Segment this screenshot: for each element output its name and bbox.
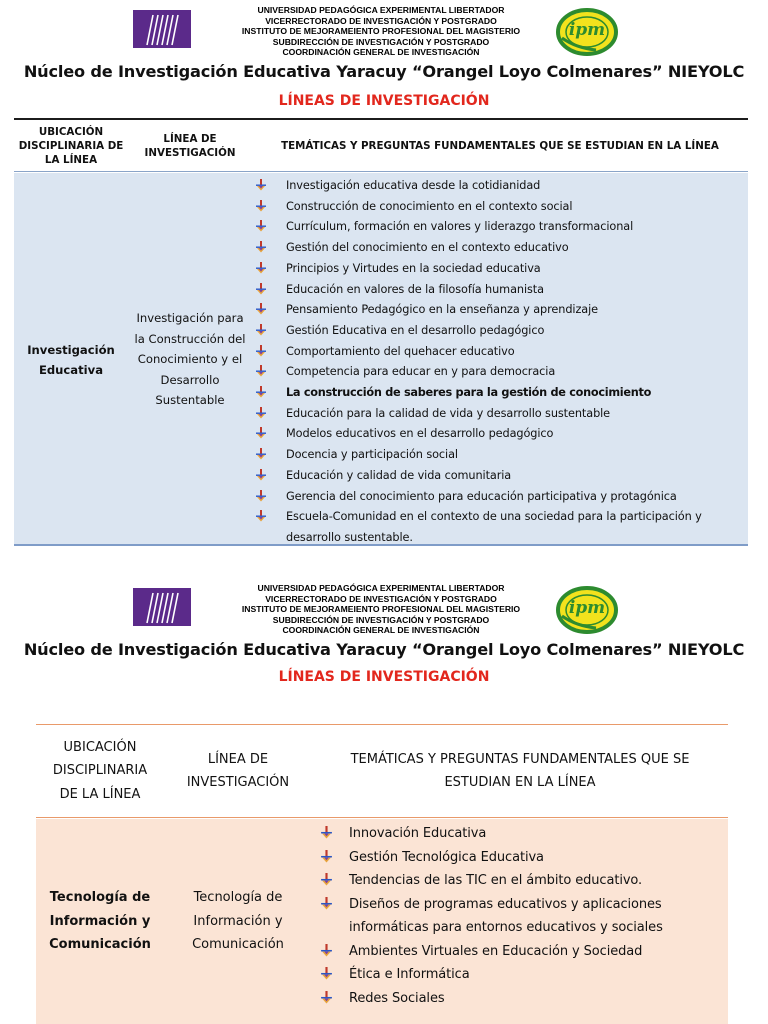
table-body-row — [36, 819, 728, 1024]
topic-text: Modelos educativos en el desarrollo pedagógico — [286, 427, 554, 441]
topic-text: Ambientes Virtuales en Educación y Sociedad — [349, 943, 643, 959]
arrow-bullet-icon — [255, 510, 267, 522]
institution-header — [0, 0, 768, 62]
arrow-bullet-icon — [255, 490, 267, 502]
arrow-bullet-icon — [320, 897, 333, 910]
topic-text: Investigación educativa desde la cotidianidad — [286, 179, 541, 192]
topic-text: Redes Sociales — [349, 990, 445, 1006]
ipm-logo-text: ipm — [568, 20, 606, 40]
topic-text: Gerencia del conocimiento para educación participativa y protagónica — [286, 489, 677, 503]
nucleo-title: Núcleo de Investigación Educativa Yaracuy “Orangel Loyo Colmenares” NIEYOLC — [23, 640, 745, 659]
topic-text: Gestión Tecnológica Educativa — [349, 849, 544, 865]
topic-item — [252, 466, 748, 487]
header-ubicacion: UBICACIÓN DISCIPLINARIA DE LA LÍNEA — [18, 126, 124, 166]
research-lines-table-2 — [36, 724, 728, 1024]
cell-ubicacion: Investigación Educativa — [27, 342, 115, 377]
institution-line: VICERRECTORADO DE INVESTIGACIÓN Y POSTGRADO — [265, 15, 497, 26]
arrow-bullet-icon — [255, 241, 267, 253]
arrow-bullet-icon — [320, 991, 333, 1004]
table-body-row — [14, 173, 748, 546]
topic-item — [312, 893, 728, 940]
upel-logo-icon — [133, 10, 191, 48]
upel-logo-icon — [133, 588, 191, 626]
topic-text: Innovación Educativa — [349, 826, 487, 841]
arrow-bullet-icon — [255, 365, 267, 377]
topic-item — [312, 846, 728, 870]
arrow-bullet-icon — [255, 469, 267, 481]
institution-line: COORDINACIÓN GENERAL DE INVESTIGACIÓN — [282, 625, 480, 636]
arrow-bullet-icon — [255, 407, 267, 419]
arrow-bullet-icon — [320, 873, 333, 886]
research-lines-table-1 — [14, 118, 748, 546]
arrow-bullet-icon — [255, 324, 267, 336]
topic-item-highlighted — [252, 383, 748, 404]
institution-line: COORDINACIÓN GENERAL DE INVESTIGACIÓN — [282, 47, 480, 58]
lineas-title: LÍNEAS DE INVESTIGACIÓN — [278, 669, 490, 685]
topic-item — [252, 238, 748, 259]
lineas-title: LÍNEAS DE INVESTIGACIÓN — [278, 93, 490, 109]
topic-text: Competencia para educar en y para democracia — [286, 365, 556, 379]
header-tematicas: TEMÁTICAS Y PREGUNTAS FUNDAMENTALES QUE SE ESTUDIAN EN LA LÍNEA — [350, 751, 690, 790]
topics-list — [312, 822, 728, 1010]
arrow-bullet-icon — [255, 179, 267, 191]
arrow-bullet-icon — [320, 826, 333, 839]
topic-item — [312, 987, 728, 1011]
topic-item — [252, 404, 748, 425]
institution-line: SUBDIRECCIÓN DE INVESTIGACIÓN Y POSTGRADO — [272, 614, 490, 625]
topic-text: Educación y calidad de vida comunitaria — [286, 468, 512, 482]
institution-lines — [200, 583, 562, 636]
header-ubicacion: UBICACIÓN DISCIPLINARIA DE LA LÍNEA — [52, 739, 148, 802]
institution-lines — [200, 5, 562, 58]
topic-text: Educación en valores de la filosofía humanista — [286, 282, 544, 296]
arrow-bullet-icon — [255, 427, 267, 439]
topic-text: Ética e Informática — [349, 967, 470, 982]
header-tematicas: TEMÁTICAS Y PREGUNTAS FUNDAMENTALES QUE SE ESTUDIAN EN LA LÍNEA — [281, 140, 719, 152]
institution-header — [0, 578, 768, 640]
topic-text: Tendencias de las TIC en el ámbito educativo. — [349, 873, 643, 888]
header-linea: LÍNEA DE INVESTIGACIÓN — [186, 751, 290, 790]
topic-text: Educación para la calidad de vida y desarrollo sustentable — [286, 406, 611, 420]
arrow-bullet-icon — [255, 283, 267, 295]
topic-text: Pensamiento Pedagógico en la enseñanza y aprendizaje — [286, 303, 598, 317]
topic-item — [252, 259, 748, 280]
topic-item — [252, 217, 748, 238]
header-linea: LÍNEA DE INVESTIGACIÓN — [144, 133, 236, 159]
nucleo-title: Núcleo de Investigación Educativa Yaracuy “Orangel Loyo Colmenares” NIEYOLC — [23, 62, 745, 81]
topic-text: Principios y Virtudes en la sociedad educativa — [286, 261, 541, 275]
topic-item — [312, 822, 728, 846]
cell-linea: Investigación para la Construcción del Conocimiento y el Desarrollo Sustentable — [134, 311, 246, 408]
topic-text: Gestión Educativa en el desarrollo pedagógico — [286, 323, 545, 337]
institution-line: INSTITUTO DE MEJORAMEIENTO PROFESIONAL DEL MAGISTERIO — [241, 26, 521, 37]
arrow-bullet-icon — [255, 345, 267, 357]
topic-item — [252, 176, 748, 197]
ipm-logo-icon — [556, 586, 618, 634]
topic-item — [252, 197, 748, 218]
topic-text: Currículum, formación en valores y liderazgo transformacional — [286, 220, 634, 234]
arrow-bullet-icon — [255, 220, 267, 232]
cell-linea: Tecnología de Información y Comunicación — [192, 890, 284, 953]
topic-text: La construcción de saberes para la gestión de conocimiento — [286, 386, 652, 400]
topic-item — [312, 963, 728, 987]
topic-item — [312, 869, 728, 893]
arrow-bullet-icon — [255, 303, 267, 315]
topic-item — [252, 424, 748, 445]
topic-item — [312, 940, 728, 964]
institution-line: UNIVERSIDAD PEDAGÓGICA EXPERIMENTAL LIBERTADOR — [257, 583, 505, 593]
topic-text: Gestión del conocimiento en el contexto educativo — [286, 241, 569, 255]
topic-text: Diseños de programas educativos y aplicaciones informáticas para entornos educativos y sociales — [349, 896, 663, 935]
institution-line: VICERRECTORADO DE INVESTIGACIÓN Y POSTGRADO — [265, 593, 497, 604]
institution-line: UNIVERSIDAD PEDAGÓGICA EXPERIMENTAL LIBERTADOR — [257, 5, 505, 15]
topic-text: Comportamiento del quehacer educativo — [286, 344, 515, 358]
arrow-bullet-icon — [320, 944, 333, 957]
topic-item — [252, 507, 748, 548]
ipm-logo-text: ipm — [568, 598, 606, 618]
topic-text: Escuela-Comunidad en el contexto de una sociedad para la participación y desarrollo sustentable. — [286, 510, 702, 544]
topic-item — [252, 300, 748, 321]
topic-text: Docencia y participación social — [286, 448, 458, 462]
institution-line: INSTITUTO DE MEJORAMEIENTO PROFESIONAL DEL MAGISTERIO — [241, 604, 521, 615]
topic-item — [252, 487, 748, 508]
topics-list — [252, 176, 748, 549]
table-header-row — [14, 118, 748, 172]
arrow-bullet-icon — [320, 850, 333, 863]
arrow-bullet-icon — [255, 448, 267, 460]
topic-item — [252, 445, 748, 466]
arrow-bullet-icon — [255, 200, 267, 212]
topic-item — [252, 342, 748, 363]
table-header-row — [36, 724, 728, 818]
topic-text: Construcción de conocimiento en el contexto social — [286, 199, 573, 213]
arrow-bullet-icon — [255, 386, 267, 398]
arrow-bullet-icon — [320, 967, 333, 980]
arrow-bullet-icon — [255, 262, 267, 274]
topic-item — [252, 321, 748, 342]
topic-item — [252, 280, 748, 301]
institution-line: SUBDIRECCIÓN DE INVESTIGACIÓN Y POSTGRADO — [272, 36, 490, 47]
slide-2 — [0, 578, 768, 1024]
ipm-logo-icon — [556, 8, 618, 56]
topic-item — [252, 362, 748, 383]
cell-ubicacion: Tecnología de Información y Comunicación — [49, 890, 151, 953]
